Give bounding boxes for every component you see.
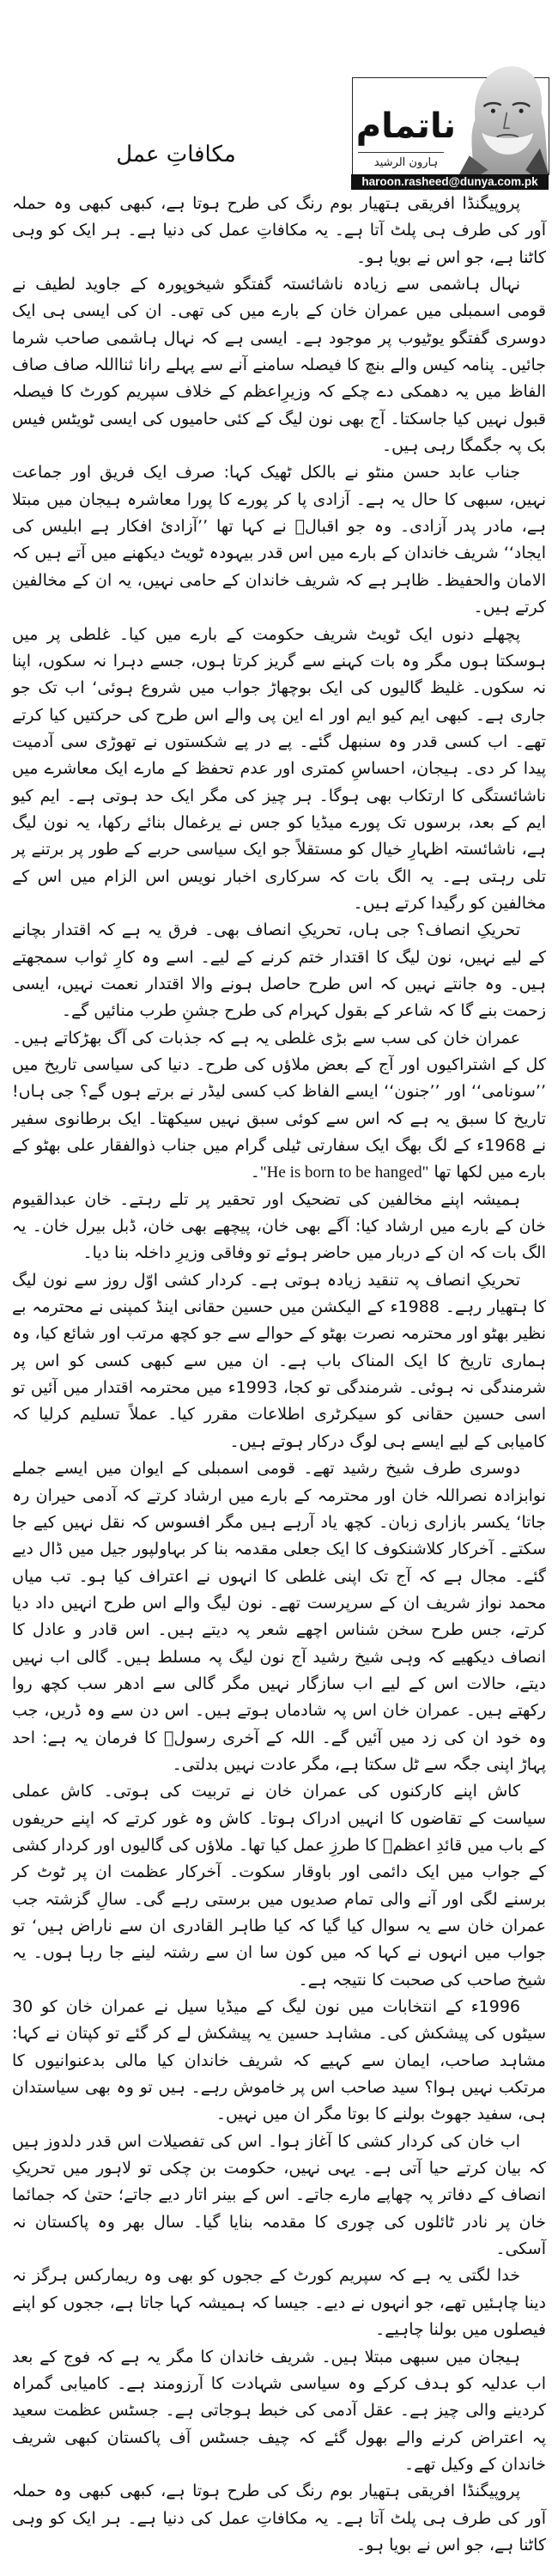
paragraph-with-quote: عمران خان کی سب سے بڑی غلطی یہ ہے کہ جذبات کی آگ بھڑکاتے ہیں۔ کل کے اشتراکیوں اور آج کے بعض ملاؤں کی طرح۔ دنیا کی سیاسی تاریخ میں ’’سونامی‘‘ اور ’’جنون‘‘ ایسے الفاظ کب کسی لیڈر نے برتے ہوں گے؟ جی ہاں! تاریخ کا سبق یہ ہے کہ اس سے کوئی سبق نہیں سیکھتا۔ ایک برطانوی سفیر نے 1968ء کے لگ بھگ ایک سفارتی ٹیلی گرام میں جناب ذوالفقار علی بھٹو کے بارے میں لکھا تھا "He is born to be hanged"۔	[12, 1028, 546, 1182]
paragraph: اب خان کی کردار کشی کا آغاز ہوا۔ اس کی تفصیلات اس قدر دلدوز ہیں کہ بیان کرتے حیا آتی ہے۔ یہی نہیں، حکومت بن چکی تو لاہور میں تحریکِ انصاف کے دفاتر پہ چھاپے مارے جاتے۔ اس کے بینر اتار دیے جاتے؛ حتیٰ کہ جمائما خان پر نادر ٹائلوں کی چوری کا مقدمہ بنایا گیا۔ سال بھر وہ پاکستان نہ آسکی۔	[12, 2131, 546, 2259]
paragraph: پروپیگنڈا افریقی ہتھیار بوم رنگ کی طرح ہوتا ہے، کبھی کبھی وہ حملہ آور کی طرف ہی پلٹ آتا ہے۔ یہ مکافاتِ عمل کی دنیا ہے۔ ہر ایک کو وہی کاٹنا ہے، جو اس نے بویا ہو۔	[12, 194, 546, 267]
paragraph: جناب عابد حسن منٹو نے بالکل ٹھیک کہا: صرف ایک فریق اور جماعت نہیں، سبھی کا حال یہ ہے۔ آزادی پا کر پورے کا پورا معاشرہ ہیجان میں مبتلا ہے، مادر پدر آزادی۔ وہ جو اقبالؔ نے کہا تھا ’’آزادیٔ افکار ہے ابلیس کی ایجاد‘‘ شریف خاندان کے بارے میں اس قدر بیہودہ ٹویٹ دیکھنے میں آتے ہیں کہ الامان والحفیظ۔ ظاہر ہے کہ شریف خاندان کے حامی نہیں، یہ ان کے مخالفین کرتے ہیں۔	[12, 463, 546, 617]
author-name: ہارون الرشید	[373, 156, 439, 169]
paragraph: خدا لگتی یہ ہے کہ سپریم کورٹ کے ججوں کو بھی وہ ریمارکس ہرگز نہ دینا چاہئیں تھے، جو انہوں نے دیے۔ جیسا کہ ہمیشہ کہا جاتا ہے، ججوں کو اپنے فیصلوں میں بولنا چاہیے۔	[12, 2266, 546, 2340]
paragraph: نہال ہاشمی سے زیادہ ناشائستہ گفتگو شیخوپورہ کے جاوید لطیف نے قومی اسمبلی میں عمران خان کے بارے میں کی تھی۔ ان کی ایسی ہی ایک دوسری گفتگو یوٹیوب پر موجود ہے۔ ایسی ہے کہ نہال ہاشمی صاحب شرما جائیں۔ پنامہ کیس والے بنچ کا فیصلہ سامنے آنے سے پہلے رانا ثنااللہ صاف صاف الفاظ میں یہ دھمکی دے چکے کہ وزیرِاعظم کے خلاف سپریم کورٹ کا فیصلہ قبول نہیں کیا جاسکتا۔ آج بھی نون لیگ کے کئی حامیوں کی ایسی ٹویٹس فیس بک پہ جگمگا رہی ہیں۔	[12, 275, 546, 456]
paragraph: پروپیگنڈا افریقی ہتھیار بوم رنگ کی طرح ہوتا ہے، کبھی کبھی وہ حملہ آور کی طرف ہی پلٹ آتا ہے۔ یہ مکافاتِ عمل کی دنیا ہے۔ ہر ایک کو وہی کاٹنا ہے، جو اس نے بویا ہو۔	[12, 2482, 546, 2555]
paragraph: پچھلے دنوں ایک ٹویٹ شریف حکومت کے بارے میں کیا۔ غلطی پر میں ہوسکتا ہوں مگر وہ بات کہنے سے گریز کرتا ہوں، جسے دہرا نہ سکوں، اپنا نہ سکوں۔ غلیظ گالیوں کی ایک بوچھاڑ جواب میں شروع ہوئی‘ اب تک جو جاری ہے۔ کبھی ایم کیو ایم اور اے این پی والے اس طرح کی حرکتیں کیا کرتے تھے۔ اب کسی قدر وہ سنبھل گئے۔ پے در پے شکستوں نے تھوڑی سی آدمیت پیدا کر دی۔ ہیجان، احساسِ کمتری اور عدم تحفظ کے مارے ایک معاشرے میں ناشائستگی کا ارتکاب بھی ہوگا۔ ہر چیز کی مگر ایک حد ہوتی ہے۔ ایم کیو ایم کے بعد، برسوں تک پورے میڈیا کو جس نے یرغمال بنائے رکھا، یہ نون لیگ ہے، ناشائستہ اظہارِ خیال کو مستقلاً جو ایک سیاسی حربے کے طور پر برتنے پر تلی رہتی ہے۔ یہ الگ بات کہ سرکاری اخبار نویس اس الزام میں اس کے مخالفین کو رگیدا کرتے ہیں۔	[12, 624, 546, 913]
paragraph: ہمیشہ اپنے مخالفین کی تضحیک اور تحقیر پر تلے رہتے۔ خان عبدالقیوم خان کے بارے میں ارشاد کیا: آگے بھی خان، پیچھے بھی خان، ڈبل بیرل خان۔ یہ الگ بات کہ ان کے دربار میں حاضر ہوئے تو وفاقی وزیرِ داخلہ بنا دیا۔	[12, 1189, 546, 1263]
paragraph: تحریکِ انصاف پہ تنقید زیادہ ہوتی ہے۔ کردار کشی اوّل روز سے نون لیگ کا ہتھیار رہے۔ 1988ء کے الیکشن میں حسین حقانی اینڈ کمپنی نے محترمہ بے نظیر بھٹو اور محترمہ نصرت بھٹو کے حوالے سے جو کچھ مرتب اور شائع کیا، وہ ہماری تاریخ کا ایک المناک باب ہے۔ ان میں سے کبھی کسی کو اس پر شرمندگی نہ ہوئی۔ شرمندگی تو کجا، 1993ء میں محترمہ اقتدار میں آئیں تو اسی حسین حقانی کو سیکرٹری اطلاعات مقرر کیا۔ عملاً تسلیم کرلیا کہ کامیابی کے لیے ایسے ہی لوگ درکار ہوتے ہیں۔	[12, 1270, 546, 1451]
article-title: مکافاتِ عمل	[116, 142, 236, 167]
column-logo-box	[352, 77, 549, 175]
author-email: haroon.rasheed@dunya.com.pk	[351, 174, 549, 190]
column-header	[0, 0, 558, 191]
paragraph: تحریکِ انصاف؟ جی ہاں، تحریکِ انصاف بھی۔ فرق یہ ہے کہ اقتدار بچانے کے لیے نہیں، نون لیگ کا اقتدار ختم کرنے کے لیے۔ اسے وہ کارِ ثواب سمجھتے ہیں۔ وہ جانتے نہیں کہ اس طرح حاصل ہونے والا اقتدار نعمت نہیں، ایسی زحمت بنے گا کہ شاعر کے بقول کہرام کی طرح جشنِ طرب منائیں گے۔	[12, 920, 546, 1021]
paragraph: کاش اپنے کارکنوں کی عمران خان نے تربیت کی ہوتی۔ کاش عملی سیاست کے تقاضوں کا انہیں ادراک ہوتا۔ کاش وہ غور کرتے کہ اپنے حریفوں کے باب میں قائدِ اعظمؒ کا طرزِ عمل کیا تھا۔ ملاؤں کی گالیوں اور کردار کشی کے جواب میں ایک دائمی اور باوقار سکوت۔ آخرکار عظمت ان پر ٹوٹ کر برسنے لگی اور آنے والی تمام صدیوں میں برستی رہے گی۔ سالِ گزشتہ جب عمران خان سے یہ سوال کیا گیا کہ کیا طاہر القادری ان سے ناراض ہیں‘ تو جواب میں انہوں نے کہا کہ میں کون سا ان سے رشتہ لینے جا رہا ہوں۔ یہ شیخ صاحب کی صحبت کا نتیجہ ہے۔	[12, 1782, 546, 1990]
article-body	[12, 191, 546, 2576]
english-quote: "He is born to be hanged"	[259, 1163, 429, 1182]
column-name: ناتمام	[355, 106, 456, 146]
paragraph: دوسری طرف شیخ رشید تھے۔ قومی اسمبلی کے ایوان میں ایسے جملے نوابزادہ نصراللہ خان اور محترمہ کے بارے میں ارشاد کرتے کہ آدمی حیران رہ جاتا‘ یکسر بازاری زبان۔ کچھ یاد آرہے ہیں مگر افسوس کہ نقل نہیں کیے جا سکتے۔ آخرکار کلاشنکوف کا ایک جعلی مقدمہ بنا کر بہاولپور جیل میں ڈال دیے گئے۔ مجال ہے کہ آج تک اپنی غلطی کا انہوں نے اعتراف کیا ہو۔ تب میاں محمد نواز شریف ان کے سرپرست تھے۔ نون لیگ والے اس طرح انہیں داد دیا کرتے، جس طرح سخن شناس اچھے شعر پہ دیتے ہیں۔ اس قادر و عادل کا انصاف دیکھیے کہ وہی شیخ رشید آج نون لیگ پہ مسلط ہیں۔ گالی اب نہیں دیتے، حالات اس کے لیے اب سازگار نہیں مگر گالی سے ادھر سب کچھ روا رکھتے ہیں۔ عمران خان اس پہ شادماں ہوتے ہیں۔ اس دن سے وہ ڈریں، جب وہ خود ان کی زد میں آئیں گے۔ اللہ کے آخری رسولؐ کا فرمان یہ ہے: احد پہاڑ اپنی جگہ سے ٹل سکتا ہے، مگر عادت نہیں بدلتی۔	[12, 1459, 546, 1774]
divider	[358, 152, 444, 153]
author-portrait-icon	[459, 56, 549, 174]
paragraph: 1996ء کے انتخابات میں نون لیگ کے میڈیا سیل نے عمران خان کو 30 سیٹوں کی پیشکش کی۔ مشاہد حسین یہ پیشکش لے کر گئے تو کپتان نے کہا: مشاہد صاحب، ایمان سے کہیے کہ شریف خاندان کیا مالی بدعنوانیوں کا مرتکب نہیں ہوا؟ سید صاحب اس پر خاموش رہے۔ ہیں تو وہ بھی سیاستدان ہی، سفید جھوٹ بولنے کا بوتا مگر ان میں نہیں۔	[12, 1997, 546, 2124]
paragraph-text: عمران خان کی سب سے بڑی غلطی یہ ہے کہ جذبات کی آگ بھڑکاتے ہیں۔ کل کے اشتراکیوں اور آج کے بعض ملاؤں کی طرح۔ دنیا کی سیاسی تاریخ میں ’’سونامی‘‘ اور ’’جنون‘‘ ایسے الفاظ کب کسی لیڈر نے برتے ہوں گے؟ جی ہاں! تاریخ کا سبق یہ ہے کہ اس سے کوئی سبق نہیں سیکھتا۔ ایک برطانوی سفیر نے 1968ء کے لگ بھگ ایک سفارتی ٹیلی گرام میں جناب ذوالفقار علی بھٹو کے بارے میں لکھا تھا	[12, 1028, 546, 1182]
paragraph: ہیجان میں سبھی مبتلا ہیں۔ شریف خاندان کا مگر یہ ہے کہ فوج کے بعد اب عدلیہ کو ہدف کرکے وہ سیاسی شہادت کا آرزومند ہے۔ کامیابی گمراہ کردینے والی چیز ہے۔ عقل آدمی کی خبط ہوجاتی ہے۔ جسٹس عظمت سعید پہ اعتراض کرنے والے بھول گئے کہ چیف جسٹس آف پاکستان کبھی شریف خاندان کے وکیل تھے۔	[12, 2347, 546, 2474]
